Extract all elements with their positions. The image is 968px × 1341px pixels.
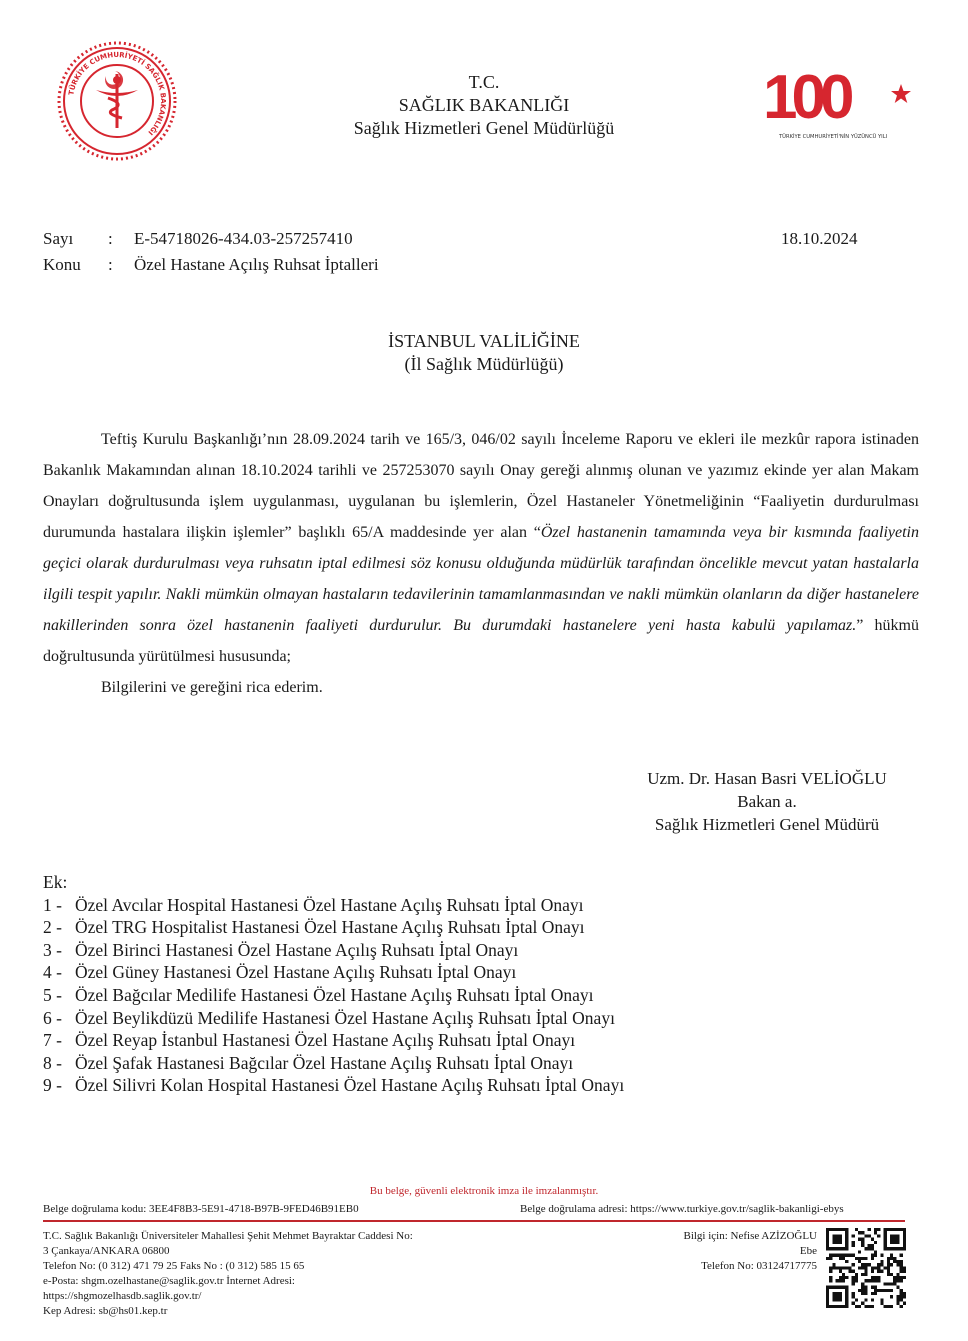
attachment-number: 3 - (43, 939, 62, 960)
attachment-text: Özel Güney Hastanesi Özel Hastane Açılış Ruhsatı İptal Onayı (75, 962, 517, 983)
letter-body (43, 424, 919, 703)
body-text-part-2: ” başlıklı 65/A maddesinde yer alan “ (284, 524, 541, 541)
attachment-item (43, 984, 923, 1007)
attachment-text: Özel Birinci Hastanesi Özel Hastane Açılış Ruhsatı İptal Onayı (75, 939, 519, 960)
attachment-text: Özel Beylikdüzü Medilife Hastanesi Özel Hastane Açılış Ruhsatı İptal Onayı (75, 1007, 615, 1028)
contact-line: Ebe (799, 1245, 817, 1257)
header-tc: T.C. (468, 72, 500, 92)
attachment-item (43, 961, 923, 984)
signer-role-1: Bakan a. (737, 792, 797, 811)
attachment-text: Özel Bağcılar Medilife Hastanesi Özel Hastane Açılış Ruhsatı İptal Onayı (75, 984, 594, 1005)
address-line: 3 Çankaya/ANKARA 06800 (43, 1245, 170, 1257)
ministry-address (43, 1229, 503, 1319)
address-line: https://shgmozelhasdb.saglik.gov.tr/ (43, 1290, 202, 1302)
attachment-number: 1 - (43, 894, 62, 915)
seal-ring-text: TÜRKİYE CUMHURİYETİ SAĞLIK BAKANLIĞI (67, 50, 168, 137)
body-quote: Özel hastanenin tamamında veya bir kısmında faaliyetin geçici olarak durdurulması veya ruhsatın iptal edilmesi söz konusu olduğunda müdürlük tarafından öncelikle mevcut yatan hastalarla ilgili tespit yapılır. Nakli mümkün olmayan hastaların tedavilerinin tamamlanmasından ve nakli mümkün olanların da diğer hastanelere nakillerinden sonra özel hastanenin faaliyeti durdurulur. Bu durumdaki hastanelere yeni hasta kabulü yapılamaz. (43, 524, 919, 634)
document-date: 18.10.2024 (781, 229, 858, 248)
address-line: Kep Adresi: sb@hs01.kep.tr (43, 1305, 168, 1317)
centenary-logo (763, 62, 913, 142)
attachment-item (43, 1007, 923, 1030)
attachment-item (43, 894, 923, 917)
attachment-item (43, 1029, 923, 1052)
sayi-colon: : (108, 229, 113, 248)
attachment-item (43, 1074, 923, 1097)
contact-line: Telefon No: 03124717775 (701, 1260, 817, 1272)
logo-100-text: 100 (763, 63, 849, 132)
body-paragraph-2: Bilgilerini ve gereğini rica ederim. (101, 679, 323, 696)
address-line: T.C. Sağlık Bakanlığı Üniversiteler Mahallesi Şehit Mehmet Bayraktar Caddesi No: (43, 1230, 413, 1242)
attachment-number: 6 - (43, 1007, 62, 1028)
attachment-text: Özel Silivri Kolan Hospital Hastanesi Özel Hastane Açılış Ruhsatı İptal Onayı (75, 1075, 625, 1096)
qr-code-icon (826, 1228, 906, 1308)
attachment-number: 8 - (43, 1052, 62, 1073)
sayi-label: Sayı (43, 229, 74, 248)
attachment-item (43, 1052, 923, 1075)
attachment-text: Özel Reyap İstanbul Hastanesi Özel Hastane Açılış Ruhsatı İptal Onayı (75, 1030, 576, 1051)
contact-info (600, 1229, 817, 1274)
attachment-number: 4 - (43, 962, 62, 983)
body-text-part-1: Teftiş Kurulu Başkanlığı’nın 28.09.2024 tarih ve 165/3, 046/02 sayılı İnceleme Raporu ve ekleri ile mezkûr rapora istinaden Bakanlık Makamından alınan 18.10.2024 tarihli ve 257253070 sayılı Onay gereği alınmış olunan ve yazımız ekinde yer alan Makam Onayları doğrultusunda işlem uygulanması, uygulanan bu işlemlerin, Özel Hastaneler Yönetmeliğinin “Faaliyetin durdurulması durumunda hastalara ilişkin işlemler (43, 431, 919, 541)
attachment-number: 2 - (43, 917, 62, 938)
signer-name: Uzm. Dr. Hasan Basri VELİOĞLU (647, 769, 887, 788)
verify-address: Belge doğrulama adresi: https://www.turkiye.gov.tr/saglik-bakanligi-ebys (520, 1203, 844, 1215)
contact-line: Bilgi için: Nefise AZİZOĞLU (683, 1230, 817, 1242)
konu-colon: : (108, 255, 113, 274)
footer-divider (43, 1220, 905, 1222)
konu-label: Konu (43, 255, 81, 274)
attachment-number: 9 - (43, 1075, 62, 1096)
address-line: Telefon No: (0 312) 471 79 25 Faks No : (0 312) 585 15 65 (43, 1260, 305, 1272)
address-line: e-Posta: shgm.ozelhastane@saglik.gov.tr İnternet Adresi: (43, 1275, 295, 1287)
attachment-number: 5 - (43, 984, 62, 1005)
sayi-value: E-54718026-434.03-257257410 (134, 229, 353, 248)
addressee-subtitle: (İl Sağlık Müdürlüğü) (404, 354, 564, 374)
attachment-item (43, 916, 923, 939)
attachments-list (43, 871, 923, 1097)
attachment-text: Özel TRG Hospitalist Hastanesi Özel Hastane Açılış Ruhsatı İptal Onayı (75, 917, 585, 938)
attachments-label: Ek: (43, 872, 68, 892)
attachment-item (43, 939, 923, 962)
header-ministry: SAĞLIK BAKANLIĞI (398, 95, 570, 115)
verify-code: Belge doğrulama kodu: 3EE4F8B3-5E91-4718-B97B-9FED46B91EB0 (43, 1203, 359, 1215)
star-icon (891, 84, 911, 103)
konu-value: Özel Hastane Açılış Ruhsat İptalleri (134, 255, 379, 274)
attachment-text: Özel Şafak Hastanesi Bağcılar Özel Hastane Açılış Ruhsatı İptal Onayı (75, 1052, 574, 1073)
esign-note: Bu belge, güvenli elektronik imza ile imzalanmıştır. (369, 1185, 599, 1197)
attachment-number: 7 - (43, 1030, 62, 1051)
signer-role-2: Sağlık Hizmetleri Genel Müdürü (654, 815, 880, 834)
attachment-text: Özel Avcılar Hospital Hastanesi Özel Hastane Açılış Ruhsatı İptal Onayı (75, 894, 584, 915)
header-department: Sağlık Hizmetleri Genel Müdürlüğü (353, 118, 615, 138)
addressee-title: İSTANBUL VALİLİĞİNE (388, 331, 580, 351)
body-text-part-3: ” hükmü doğrultusunda yürütülmesi hususunda; (43, 617, 920, 665)
logo-subtitle: TÜRKİYE CUMHURİYETİ'NİN YÜZÜNCÜ YILI (779, 134, 888, 140)
body-paragraph-1 (43, 424, 919, 672)
